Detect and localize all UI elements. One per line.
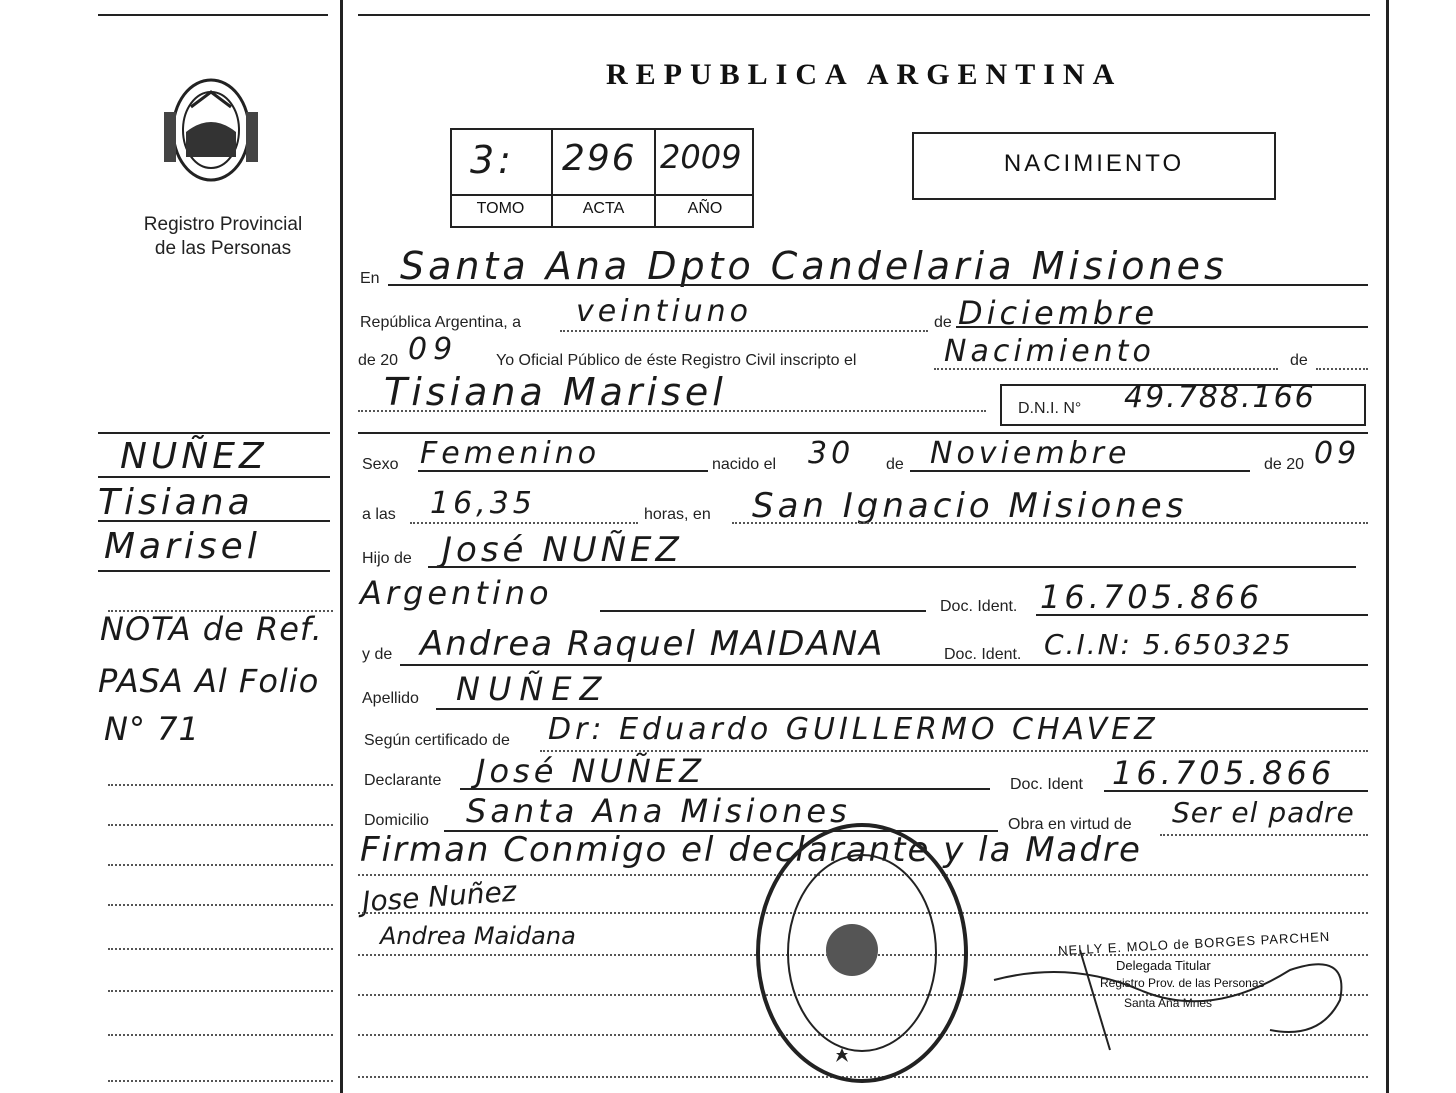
label-republica: República Argentina, a bbox=[360, 314, 521, 331]
field-line bbox=[428, 566, 1356, 568]
label-oficial: Yo Oficial Público de éste Registro Civil inscripto el bbox=[496, 352, 857, 369]
field-line bbox=[400, 664, 1368, 666]
dotted-line bbox=[108, 1080, 333, 1082]
org-name-line2: de las Personas bbox=[154, 238, 292, 259]
left-top-rule bbox=[98, 14, 328, 16]
official-stamp-place: Santa Ana Mnes bbox=[1124, 996, 1213, 1010]
dotted-line bbox=[108, 904, 333, 906]
label-de-mes-nac: de bbox=[886, 456, 904, 473]
signature-mother: Andrea Maidana bbox=[380, 922, 576, 950]
dotted-line bbox=[108, 948, 333, 950]
tomo-label: TOMO bbox=[476, 200, 525, 217]
field-line bbox=[910, 470, 1250, 472]
label-hijo: Hijo de bbox=[362, 550, 412, 567]
registry-divider bbox=[450, 194, 754, 196]
value-medico: Dr: Eduardo GUILLERMO CHAVEZ bbox=[548, 712, 1159, 747]
label-declarante: Declarante bbox=[364, 772, 442, 789]
value-lugar: Santa Ana Dpto Candelaria Misiones bbox=[400, 244, 1228, 288]
value-domicilio: Santa Ana Misiones bbox=[466, 792, 851, 830]
provincial-seal-icon bbox=[156, 72, 266, 192]
value-hora: 16,35 bbox=[430, 486, 536, 521]
value-apellido: NUÑEZ bbox=[456, 670, 610, 708]
dotted-line bbox=[108, 990, 333, 992]
margin-note-line1: NOTA de Ref. bbox=[100, 610, 323, 648]
margin-note-line3: N° 71 bbox=[104, 710, 200, 748]
acta-label: ACTA bbox=[582, 200, 625, 217]
signature-father: Jose Nuñez bbox=[361, 874, 518, 919]
field-line bbox=[436, 708, 1368, 710]
margin-rule bbox=[98, 570, 330, 572]
field-line bbox=[1160, 834, 1368, 836]
value-padre: José NUÑEZ bbox=[442, 530, 683, 570]
org-name-line1: Registro Provincial bbox=[143, 214, 303, 235]
dotted-line bbox=[108, 864, 333, 866]
field-line bbox=[732, 522, 1368, 524]
field-line bbox=[956, 326, 1368, 328]
right-border bbox=[1386, 0, 1389, 1093]
label-nacido: nacido el bbox=[712, 456, 777, 473]
tomo-value: 3: bbox=[470, 138, 515, 182]
ano-value: 2009 bbox=[660, 138, 742, 176]
official-stamp-name: NELLY E. MOLO de BORGES PARCHEN bbox=[1057, 928, 1331, 959]
margin-rule bbox=[98, 476, 330, 478]
label-de-20: de 20 bbox=[358, 352, 399, 369]
field-line bbox=[460, 788, 990, 790]
field-line bbox=[934, 368, 1278, 370]
value-mes-nac: Noviembre bbox=[930, 436, 1131, 471]
dotted-line bbox=[108, 784, 333, 786]
value-nacionalidad: Argentino bbox=[360, 574, 553, 612]
value-dia-nac: 30 bbox=[808, 436, 855, 471]
label-de-20-nac: de 20 bbox=[1264, 456, 1305, 473]
value-obra: Ser el padre bbox=[1172, 796, 1355, 829]
field-line bbox=[1316, 368, 1368, 370]
label-de-3: de bbox=[1290, 352, 1308, 369]
doc-type-label: NACIMIENTO bbox=[1003, 150, 1185, 177]
value-lugar-nac: San Ignacio Misiones bbox=[752, 486, 1188, 526]
label-sexo: Sexo bbox=[362, 456, 399, 473]
value-doc-padre: 16.705.866 bbox=[1040, 578, 1264, 616]
value-dia: veintiuno bbox=[576, 294, 753, 329]
label-segun: Según certificado de bbox=[364, 732, 510, 749]
label-doc-ident-2: Doc. Ident. bbox=[944, 646, 1022, 663]
field-line bbox=[560, 330, 928, 332]
acta-value: 296 bbox=[562, 138, 637, 179]
margin-rule bbox=[98, 432, 330, 434]
margin-rule bbox=[98, 520, 330, 522]
label-doc-ident: Doc. Ident. bbox=[940, 598, 1018, 615]
label-y-de: y de bbox=[362, 646, 393, 663]
label-a-las: a las bbox=[362, 506, 396, 523]
value-madre: Andrea Raquel MAIDANA bbox=[420, 624, 885, 664]
margin-note-line2: PASA Al Folio bbox=[98, 662, 320, 700]
label-doc-ident-3: Doc. Ident bbox=[1010, 776, 1083, 793]
value-mes: Diciembre bbox=[958, 294, 1159, 332]
margin-given-name: Tisiana bbox=[98, 482, 254, 523]
value-doc-declarante: 16.705.866 bbox=[1112, 754, 1336, 792]
value-sexo: Femenino bbox=[420, 436, 601, 471]
official-stamp-office: Registro Prov. de las Personas bbox=[1100, 976, 1265, 990]
field-line bbox=[410, 522, 638, 524]
value-declarante: José NUÑEZ bbox=[476, 752, 705, 790]
value-doc-madre: C.I.N: 5.650325 bbox=[1044, 628, 1293, 661]
value-nombre: Tisiana Marisel bbox=[384, 370, 727, 414]
margin-surname: NUÑEZ bbox=[120, 436, 268, 477]
label-domicilio: Domicilio bbox=[364, 812, 429, 829]
value-tipo: Nacimiento bbox=[944, 334, 1155, 369]
section-rule bbox=[358, 432, 1368, 434]
value-dni: 49.788.166 bbox=[1124, 380, 1316, 415]
field-line bbox=[418, 470, 708, 472]
main-top-rule bbox=[358, 14, 1370, 16]
value-anio: 09 bbox=[408, 332, 459, 367]
official-signature-icon bbox=[990, 920, 1350, 1060]
field-line bbox=[358, 410, 986, 412]
left-divider bbox=[340, 0, 343, 1093]
field-line bbox=[388, 284, 1368, 286]
dotted-line bbox=[108, 824, 333, 826]
value-firman: Firman Conmigo el declarante y la Madre bbox=[360, 830, 1142, 870]
label-obra: Obra en virtud de bbox=[1008, 816, 1132, 833]
official-seal-icon bbox=[752, 818, 972, 1088]
margin-middle-name: Marisel bbox=[104, 526, 261, 567]
label-dni: D.N.I. N° bbox=[1018, 400, 1082, 417]
country-title: REPUBLICA ARGENTINA bbox=[606, 58, 1123, 91]
label-apellido: Apellido bbox=[362, 690, 419, 707]
ano-label: AÑO bbox=[687, 200, 723, 217]
dotted-line bbox=[108, 1034, 333, 1036]
label-en: En bbox=[360, 270, 380, 287]
field-line bbox=[600, 610, 926, 612]
value-anio-nac: 09 bbox=[1314, 436, 1361, 471]
label-horas: horas, en bbox=[644, 506, 711, 523]
official-stamp-title: Delegada Titular bbox=[1116, 958, 1211, 973]
label-de: de bbox=[934, 314, 952, 331]
field-line bbox=[1036, 614, 1368, 616]
field-line bbox=[1104, 790, 1368, 792]
